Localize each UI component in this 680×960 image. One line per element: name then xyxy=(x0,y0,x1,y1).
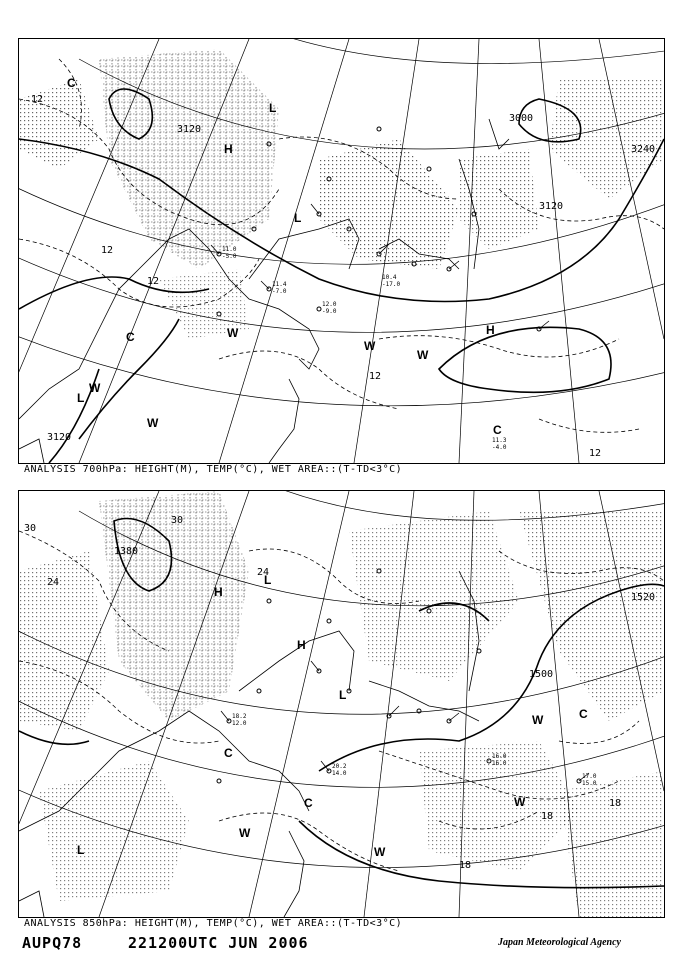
temp-label: 18 xyxy=(609,798,622,809)
station-value: -9.0 xyxy=(322,308,337,315)
station-value: 20.2 xyxy=(332,763,347,770)
map-panel-700hpa xyxy=(18,38,665,464)
station-value: 10.4 xyxy=(382,274,397,281)
temp-label: 18 xyxy=(459,860,472,871)
station-value: 12.0 xyxy=(232,720,247,727)
cold-center: C xyxy=(126,330,135,344)
low-center: L xyxy=(339,688,347,702)
cold-center: C xyxy=(224,746,233,760)
temp-label: 12 xyxy=(101,245,114,256)
station-value: -5.0 xyxy=(222,253,237,260)
low-center: L xyxy=(264,573,272,587)
station-value: 11.0 xyxy=(222,246,237,253)
warm-center: W xyxy=(147,416,159,430)
cold-center: C xyxy=(579,707,588,721)
high-center: H xyxy=(224,142,233,156)
station-value: -7.0 xyxy=(272,288,287,295)
height-label: 3000 xyxy=(509,113,534,124)
station-value: -17.0 xyxy=(382,281,401,288)
station-value: 11.4 xyxy=(272,281,287,288)
height-label: 1380 xyxy=(114,546,139,557)
low-center: L xyxy=(77,391,85,405)
high-center: H xyxy=(297,638,306,652)
height-label: 1500 xyxy=(529,669,554,680)
valid-time: 221200UTC JUN 2006 xyxy=(128,934,309,952)
warm-center: W xyxy=(532,713,544,727)
temp-label: 18 xyxy=(541,811,554,822)
temp-label: 12 xyxy=(31,94,44,105)
temp-label: 12 xyxy=(369,371,382,382)
temp-label: 24 xyxy=(47,577,60,588)
station-value: 17.0 xyxy=(582,773,597,780)
height-label: 3240 xyxy=(631,144,656,155)
station-value: 16.0 xyxy=(492,760,507,767)
temp-label: 12 xyxy=(147,276,160,287)
low-center: L xyxy=(294,211,302,225)
agency-logo: Japan Meteorological Agency xyxy=(498,937,621,948)
low-center: L xyxy=(77,843,85,857)
station-value: 18.2 xyxy=(232,713,247,720)
warm-center: W xyxy=(239,826,251,840)
caption-700hpa: ANALYSIS 700hPa: HEIGHT(M), TEMP(°C), WET AREA::(T-TD<3°C) xyxy=(24,464,403,475)
height-label: 3120 xyxy=(177,124,202,135)
station-value: 16.0 xyxy=(492,753,507,760)
warm-center: W xyxy=(227,326,239,340)
map-panel-850hpa xyxy=(18,490,665,918)
warm-center: W xyxy=(417,348,429,362)
high-center: H xyxy=(486,323,495,337)
height-label: 3120 xyxy=(539,201,564,212)
temp-label: 30 xyxy=(24,523,37,534)
high-center: H xyxy=(214,585,223,599)
station-value: -4.0 xyxy=(492,444,507,451)
height-label: 3120 xyxy=(47,432,72,443)
warm-center: W xyxy=(514,795,526,809)
station-value: 12.0 xyxy=(322,301,337,308)
height-label: 1520 xyxy=(631,592,656,603)
station-value: 14.0 xyxy=(332,770,347,777)
caption-850hpa: ANALYSIS 850hPa: HEIGHT(M), TEMP(°C), WET AREA::(T-TD<3°C) xyxy=(24,918,403,929)
cold-center: C xyxy=(493,423,502,437)
temp-label: 12 xyxy=(589,448,602,459)
station-value: 11.3 xyxy=(492,437,507,444)
map-850-svg xyxy=(19,491,664,917)
temp-label: 24 xyxy=(257,567,270,578)
warm-center: W xyxy=(364,339,376,353)
map-700-svg xyxy=(19,39,664,463)
temp-label: 30 xyxy=(171,515,184,526)
cold-center: C xyxy=(67,76,76,90)
low-center: L xyxy=(269,101,277,115)
warm-center: W xyxy=(89,381,101,395)
warm-center: W xyxy=(374,845,386,859)
cold-center: C xyxy=(304,796,313,810)
station-value: 15.0 xyxy=(582,780,597,787)
product-code: AUPQ78 xyxy=(22,934,83,952)
